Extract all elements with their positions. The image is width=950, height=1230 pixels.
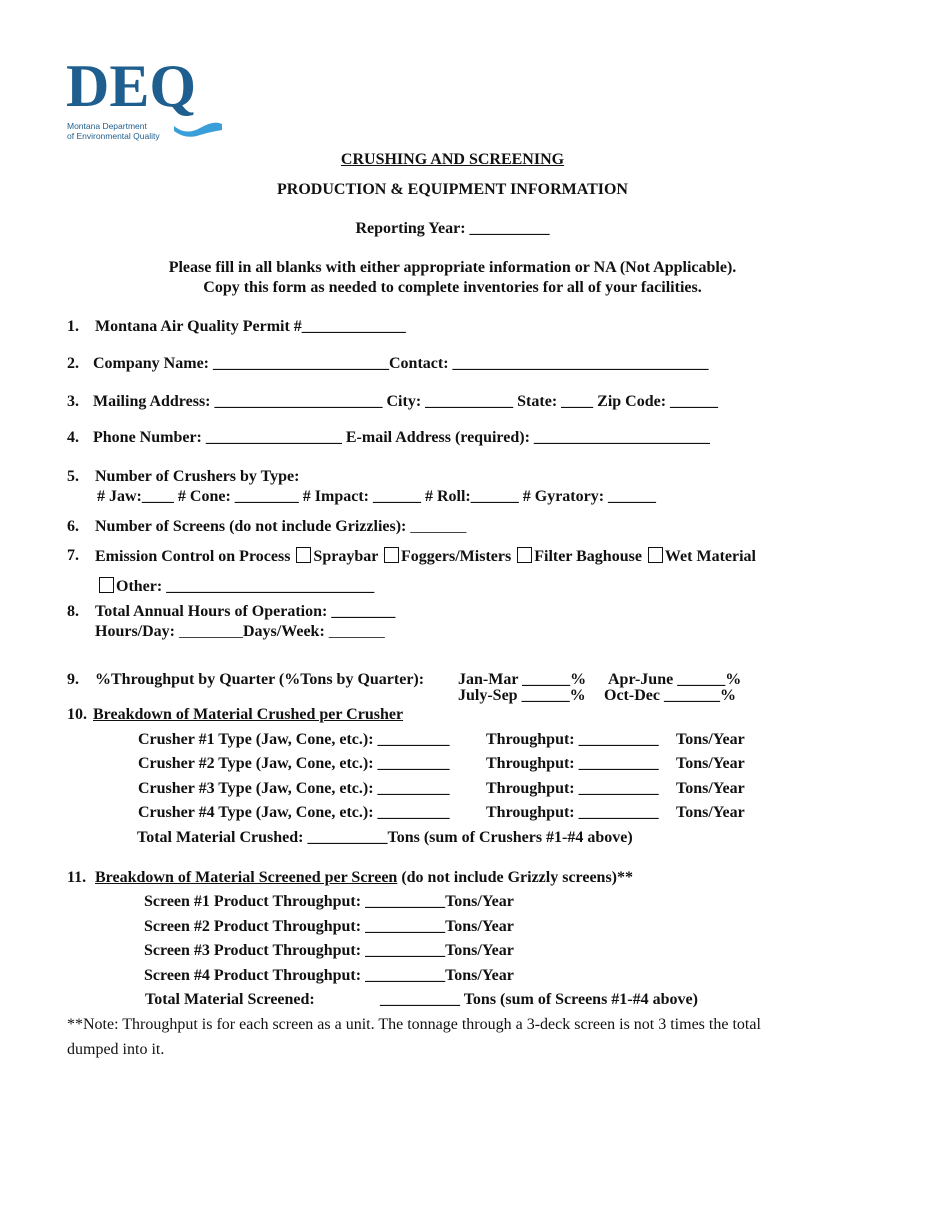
q2-field[interactable]: Apr-June ______% (608, 671, 742, 688)
crusher-1-type-field[interactable]: Crusher #1 Type (Jaw, Cone, etc.): _________ (138, 731, 450, 748)
footnote-line1: **Note: Throughput is for each screen as a unit. The tonnage through a 3-deck screen is not 3 times the total (67, 1016, 761, 1033)
crusher-2-throughput-field[interactable]: Throughput: __________ (486, 755, 659, 772)
item-4-number: 4. (67, 429, 79, 446)
foggers-checkbox[interactable] (384, 547, 399, 563)
crusher-type-counts-field[interactable]: # Jaw:____ # Cone: ________ # Impact: ______ # Roll:______ # Gyratory: ______ (97, 488, 657, 505)
emission-control-label: Emission Control on Process (95, 548, 291, 565)
other-checkbox[interactable] (99, 577, 114, 593)
mailing-address-field[interactable]: Mailing Address: _____________________ City: ___________ State: ____ Zip Code: ______ (93, 393, 719, 410)
annual-hours-field[interactable]: Total Annual Hours of Operation: ________ (95, 603, 396, 620)
crusher-1-throughput-field[interactable]: Throughput: __________ (486, 731, 659, 748)
instructions-line1: Please fill in all blanks with either appropriate information or NA (Not Applicable). (168, 259, 737, 276)
baghouse-label: Filter Baghouse (534, 548, 642, 565)
q3-field[interactable]: July-Sep ______% (458, 687, 586, 704)
item-6-number: 6. (67, 518, 79, 535)
throughput-quarter-label: %Throughput by Quarter (%Tons by Quarter): (95, 671, 425, 688)
days-week-field[interactable]: _______ (324, 623, 385, 640)
logo-line1: Montana Department (67, 121, 147, 131)
screen-breakdown-note: (do not include Grizzly screens)** (397, 869, 634, 886)
instructions-line2: Copy this form as needed to complete inventories for all of your facilities. (203, 279, 702, 296)
item-3-number: 3. (67, 393, 79, 410)
screen-4-throughput-field[interactable]: Screen #4 Product Throughput: __________Tons/Year (144, 967, 514, 984)
crusher-4-throughput-field[interactable]: Throughput: __________ (486, 804, 659, 821)
reporting-year-field[interactable]: Reporting Year: __________ (355, 220, 550, 237)
item-10-number: 10. (67, 706, 87, 723)
other-control-row (99, 577, 374, 596)
item-1-number: 1. (67, 318, 79, 335)
logo-wave-icon (174, 118, 222, 140)
wet-material-checkbox[interactable] (648, 547, 663, 563)
spraybar-checkbox[interactable] (296, 547, 311, 563)
total-crushed-field[interactable]: Total Material Crushed: __________Tons (sum of Crushers #1-#4 above) (137, 829, 633, 846)
screen-1-throughput-field[interactable]: Screen #1 Product Throughput: __________Tons/Year (144, 893, 514, 910)
total-screened-label: Total Material Screened: (145, 991, 315, 1008)
screens-count-blank[interactable]: _______ (406, 518, 467, 535)
hours-day-field[interactable]: ________ (175, 623, 243, 640)
hours-day-label: Hours/Day: (95, 623, 175, 640)
q4-field[interactable]: Oct-Dec _______% (604, 687, 736, 704)
item-8-number: 8. (67, 603, 79, 620)
item-2-number: 2. (67, 355, 79, 372)
permit-number-field[interactable]: Montana Air Quality Permit #_____________ (95, 318, 406, 335)
days-week-label: Days/Week: (243, 623, 325, 640)
foggers-label: Foggers/Misters (401, 548, 512, 565)
crusher-2-unit: Tons/Year (676, 755, 745, 772)
wet-material-label: Wet Material (664, 548, 756, 565)
item-9-number: 9. (67, 671, 79, 688)
crusher-4-unit: Tons/Year (676, 804, 745, 821)
crusher-3-throughput-field[interactable]: Throughput: __________ (486, 780, 659, 797)
crusher-2-type-field[interactable]: Crusher #2 Type (Jaw, Cone, etc.): _________ (138, 755, 450, 772)
screens-count-label: Number of Screens (do not include Grizzlies): (95, 518, 407, 535)
screens-count-field[interactable] (95, 518, 466, 536)
item-7-number: 7. (67, 547, 79, 564)
crushers-by-type-label: Number of Crushers by Type: (95, 468, 300, 485)
q1-field[interactable]: Jan-Mar ______% (458, 671, 587, 688)
crusher-breakdown-title: Breakdown of Material Crushed per Crusher (93, 706, 404, 723)
company-contact-field[interactable]: Company Name: ______________________Contact: ________________________________ (93, 355, 709, 372)
page-subtitle: PRODUCTION & EQUIPMENT INFORMATION (277, 181, 628, 198)
crusher-3-unit: Tons/Year (676, 780, 745, 797)
footnote-line2: dumped into it. (67, 1041, 165, 1058)
total-screened-field[interactable]: __________ Tons (sum of Screens #1-#4 above) (380, 991, 698, 1008)
spraybar-label: Spraybar (313, 548, 379, 565)
logo-line2: of Environmental Quality (67, 131, 160, 141)
crusher-3-type-field[interactable]: Crusher #3 Type (Jaw, Cone, etc.): _________ (138, 780, 450, 797)
phone-email-field[interactable]: Phone Number: _________________ E-mail Address (required): ______________________ (93, 429, 710, 446)
item-11-number: 11. (67, 869, 87, 886)
screen-breakdown-title: Breakdown of Material Screened per Screen (95, 869, 398, 886)
other-control-field[interactable]: Other: __________________________ (116, 578, 375, 595)
crusher-4-type-field[interactable]: Crusher #4 Type (Jaw, Cone, etc.): _________ (138, 804, 450, 821)
crusher-1-unit: Tons/Year (676, 731, 745, 748)
screen-3-throughput-field[interactable]: Screen #3 Product Throughput: __________Tons/Year (144, 942, 514, 959)
page-title: CRUSHING AND SCREENING (340, 151, 565, 168)
item-5-number: 5. (67, 468, 79, 485)
screen-2-throughput-field[interactable]: Screen #2 Product Throughput: __________Tons/Year (144, 918, 514, 935)
baghouse-checkbox[interactable] (517, 547, 532, 563)
emission-control-row (95, 547, 756, 566)
screen-breakdown-heading (95, 869, 633, 887)
hours-days-row (95, 623, 385, 641)
logo-letters: DEQ (66, 53, 197, 119)
deq-logo (66, 53, 226, 144)
